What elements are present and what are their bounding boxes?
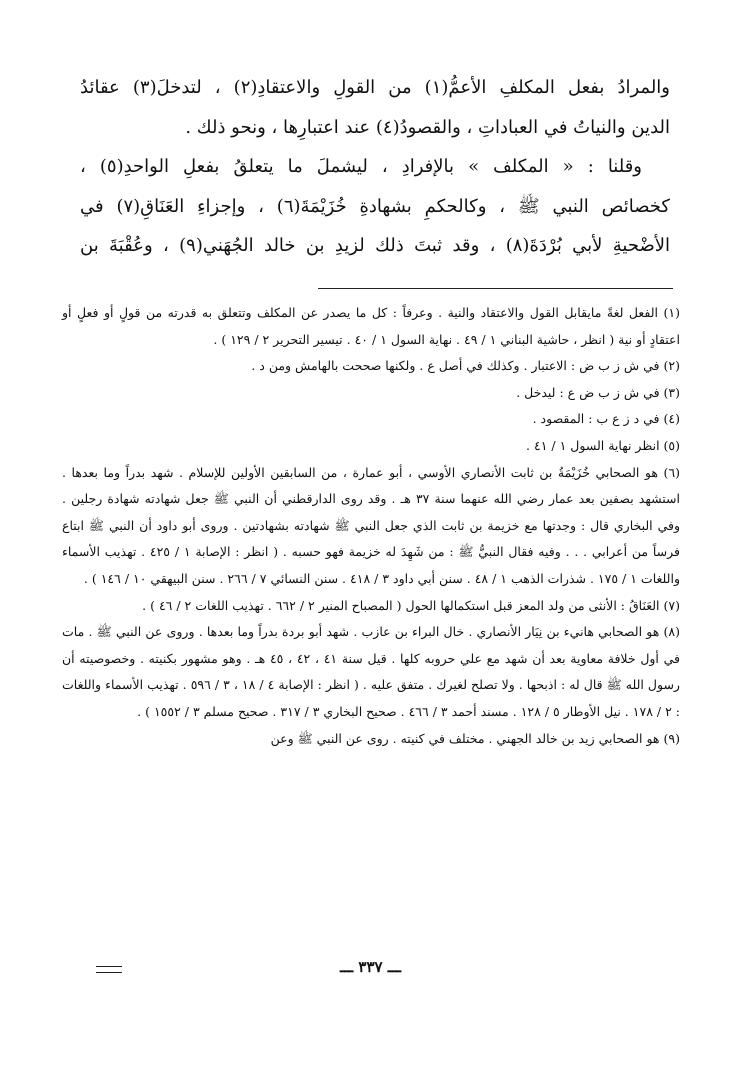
page-number: ـــ ٣٣٧ ـــ (340, 958, 401, 976)
main-line-4: كخصائص النبي ﷺ ، وكالحكمِ بشهادةِ خُزَيْمَةَ(٦) ، وإجزاءِ العَنَاقِ(٧) في (80, 195, 670, 217)
footnote-3: (٣) في ش ز ب ض ع : ليدخل . (516, 384, 680, 400)
main-text-block (80, 68, 670, 266)
footnote-5: (٥) انظر نهاية السول ١ / ٤١ . (526, 437, 680, 453)
main-line-5: الأضْحيةِ لأبي بُرْدَةَ(٨) ، وقد ثبتَ ذلك لزيدِ بن خالد الجُهَني(٩) ، وعُقْبَةَ بن (80, 235, 671, 256)
main-line-3: وقلنا : « المكلف » بالإفرادِ ، ليشملَ ما يتعلقُ بفعلِ الواحدِ(٥) ، (80, 156, 642, 177)
footnotes-block (62, 300, 680, 752)
footnote-4: (٤) في د ز ع ب : المقصود . (532, 411, 680, 427)
footnote-8: (٨) هو الصحابي هانيء بن نِيَار الأنصاري . خال البراء بن عازب . شهد أبو بردة بدراً وما بعدها . وروى عن النبي ﷺ . مات في أول خلافة معاوية بعد أن شهد مع علي حروبه كلها . قيل سنة ٤١ ، ٤٢ ، ٤٥ هـ . وهو مشهور بكنيته . وخصوصيته أن رسول الله ﷺ قال له : اذبحها . ولا تصلح لغيرك . متفق عليه . ( انظر : الإصابة ٤ / ١٨ ، ٣ / ٥٩٦ . تهذيب الأسماء واللغات : ٢ / ١٧٨ . نيل الأوطار ٥ / ١٢٨ . مسند أحمد ٣ / ٤٦٦ . صحيح البخاري ٣ / ٣١٧ . صحيح مسلم ٣ / ١٥٥٢ ) . (62, 624, 681, 719)
footnote-separator (318, 288, 673, 289)
footnote-1: (١) الفعل لغةً مايقابل القول والاعتقاد والنية . وعرفاً : كل ما يصدر عن المكلف وتتعلق به قدرته من قولٍ أو فعلٍ أو اعتقادٍ أو نية ( انظر ، حاشية البناني ١ / ٤٩ . نهاية السول ١ / ٤٠ . تيسير التحرير ٢ / ١٢٩ ) . (62, 305, 680, 347)
main-line-1: والمرادُ بفعل المكلفِ الأعمُّ(١) من القولِ والاعتقادِ(٢) ، لتدخلَ(٣) عقائدُ (80, 77, 670, 98)
footnote-6: (٦) هو الصحابي خُزَيْمَةُ بن ثابت الأنصاري الأوسي ، أبو عمارة ، من السابقين الأولين للإسلام . شهد بدراً وما بعدها . استشهد بصفين بعد عمار رضي الله عنهما سنة ٣٧ هـ . وقد روى الدارقطني أن النبي ﷺ جعل شهادته شهادة رجلين . وفي البخاري قال : وجدتها مع خزيمة بن ثابت الذي جعل النبي ﷺ شهادته بشهادتين . وروى أبو داود أن النبي ﷺ ابتاع فرساً من أعرابي . . . وفيه فقال النبيُّ ﷺ : من شَهِدَ له خزيمة فهو حسبه . ( انظر : الإصابة ١ / ٤٢٥ . تهذيب الأسماء واللغات ١ / ١٧٥ . شذرات الذهب ١ / ٤٨ . سنن أبي داود ٣ / ٤١٨ . سنن النسائي ٧ / ٢٦٦ . سنن البيهقي ١٠ / ١٤٦ ) . (62, 464, 680, 586)
main-line-2: الدين والنياتُ في العباداتِ ، والقصودُ(٤) عند اعتبارِها ، ونحو ذلك . (185, 116, 670, 138)
footnote-7: (٧) العَنَاقُ : الأنثى من ولد المعز قبل استكمالها الحول ( المصباح المنير ٢ / ٦٦٢ . تهذيب اللغات ٢ / ٤٦ ) . (142, 597, 680, 613)
footnote-9: (٩) هو الصحابي زيد بن خالد الجهني . مختلف في كنيته . روى عن النبي ﷺ وعن (270, 730, 680, 746)
continuation-mark (96, 966, 122, 973)
footnote-2: (٢) في ش ز ب ض : الاعتبار . وكذلك في أصل ع . ولكنها صححت بالهامش ومن د . (251, 358, 680, 374)
